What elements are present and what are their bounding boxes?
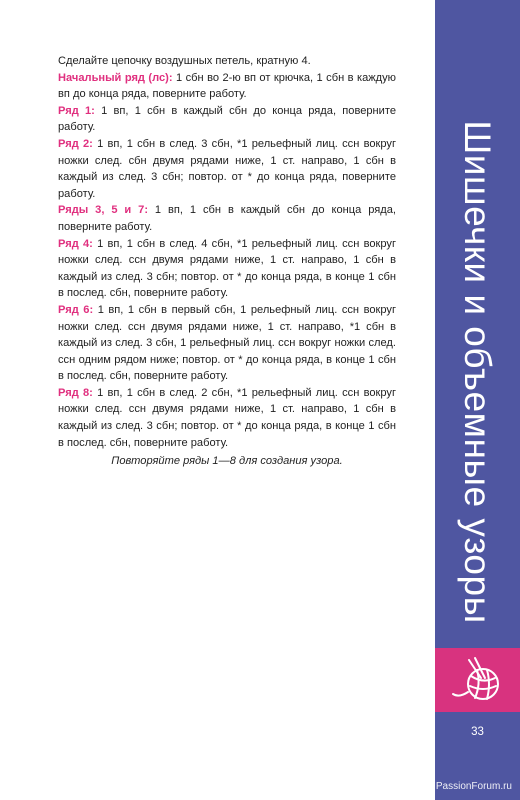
row-text: 1 вп, 1 сбн в след. 3 сбн, *1 рельефный лиц. ссн вокруг ножки след. сбн двумя рядами ниже, 1 ст. направо, 1 сбн в каждый из след. 3 сбн; повтор. от * до конца ряда, поверните работу.: [58, 137, 397, 200]
row-text: 1 вп, 1 сбн в каждый сбн до конца ряда, поверните работу.: [58, 104, 396, 134]
sidebar-title-area: [435, 0, 520, 650]
watermark: PassionForum.ru: [435, 781, 512, 792]
row-text: 1 вп, 1 сбн в первый сбн, 1 рельефный лиц. ссн вокруг ножки след. ссн двумя рядами ниже, 1 ст. направо, *1 сбн в каждый из след. 3 сбн, 1 рельефный лиц. ссн вокруг ножки след. ссн одним рядом ниже; повтор. от * до конца ряда, в конце 1 сбн в послед. сбн, поверните работу.: [58, 303, 397, 383]
chapter-icon-block: [435, 648, 520, 712]
row-label: Ряд 6:: [58, 303, 94, 316]
row-text: 1 сбн во 2-ю вп от крючка, 1 сбн в каждую вп до конца ряда, поверните работу.: [58, 71, 396, 101]
row-text: 1 вп, 1 сбн в след. 2 сбн, *1 рельефный лиц. ссн вокруг ножки след. ссн двумя рядами ниже, 1 ст. направо, 1 сбн в каждый из след. 3 сбн; повтор. от * до конца ряда, в конце 1 сбн в послед. сбн, поверните работу.: [58, 386, 397, 449]
row-starting: [58, 70, 396, 103]
row-6: [58, 302, 396, 385]
yarn-ball-icon: [451, 656, 505, 706]
row-1: [58, 103, 396, 136]
instructions-text: [58, 53, 396, 451]
row-8: [58, 385, 396, 451]
page-number: 33: [471, 726, 484, 738]
intro-line: Сделайте цепочку воздушных петель, кратную 4.: [58, 55, 311, 67]
row-4: [58, 236, 396, 302]
row-label: Ряд 2:: [58, 137, 93, 150]
row-label: Начальный ряд (лс):: [58, 71, 173, 84]
row-label: Ряд 1:: [58, 104, 95, 117]
row-label: Ряд 8:: [58, 386, 93, 399]
repeat-note: Повторяйте ряды 1—8 для создания узора.: [111, 455, 343, 467]
row-2: [58, 136, 396, 202]
chapter-title: Шишечки и объемные узоры: [457, 120, 498, 624]
rows-3-5-7: [58, 202, 396, 235]
row-label: Ряд 4:: [58, 237, 93, 250]
row-text: 1 вп, 1 сбн в след. 4 сбн, *1 рельефный лиц. ссн вокруг ножки след. ссн двумя рядами ниже, 1 ст. направо, 1 сбн в каждый из след. 3 сбн; повтор. от * до конца ряда, в конце 1 сбн в послед. сбн, поверните работу.: [58, 237, 397, 300]
row-text: 1 вп, 1 сбн в каждый сбн до конца ряда, поверните работу.: [58, 204, 396, 233]
row-label: Ряды 3, 5 и 7:: [58, 204, 149, 217]
